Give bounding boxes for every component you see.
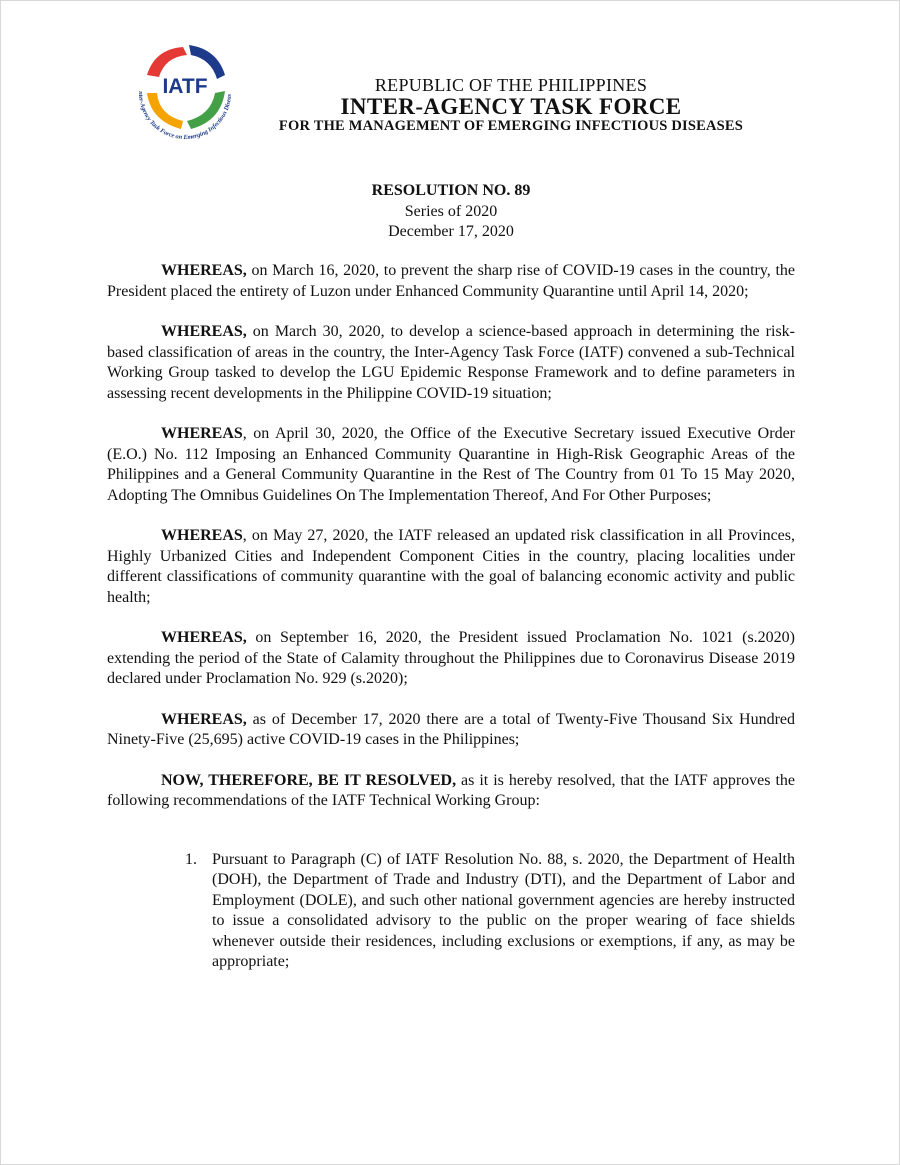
paragraph-lead: WHEREAS,	[161, 262, 247, 279]
paragraph-lead: WHEREAS	[161, 527, 243, 544]
whereas-paragraph	[107, 322, 795, 404]
paragraph-text: on March 30, 2020, to develop a science-based approach in determining the risk-based classification of areas in the country, the Inter-Agency Task Force (IATF) convened a sub-Technical Working Group tasked to develop the LGU Epidemic Response Framework and to define parameters in assessing recent developments in the Philippine COVID-19 situation;	[107, 323, 795, 402]
iatf-logo	[125, 31, 245, 151]
paragraph-text: as it is hereby resolved, that the IATF approves the following recommendations of the IATF Technical Working Group:	[107, 771, 795, 809]
list-item-text: Pursuant to Paragraph (C) of IATF Resolution No. 88, s. 2020, the Department of Health (DOH), the Department of Trade and Industry (DTI), and the Department of Labor and Employment (DOLE), and such other national government agencies are hereby instructed to issue a consolidated advisory to the public on the proper wearing of face shields whenever outside their residences, including exclusions or exemptions, if any, as may be appropriate;	[212, 850, 795, 970]
paragraph-lead: NOW, THEREFORE, BE IT RESOLVED,	[161, 771, 457, 789]
paragraph-text: on March 16, 2020, to prevent the sharp rise of COVID-19 cases in the country, the President placed the entirety of Luzon under Enhanced Community Quarantine until April 14, 2020;	[107, 262, 795, 300]
whereas-paragraph	[107, 710, 795, 751]
whereas-paragraph	[107, 424, 795, 506]
letterhead-agency: INTER-AGENCY TASK FORCE	[340, 93, 682, 119]
recommendation-list	[107, 850, 795, 973]
logo-mark-text: IATF	[162, 75, 208, 98]
letterhead	[246, 76, 776, 134]
resolved-paragraph	[107, 771, 795, 812]
paragraph-lead: WHEREAS,	[161, 629, 247, 646]
logo-ring-text: nter-Agency Task Force on Emerging Infectious Diseas	[136, 91, 234, 142]
resolution-body	[107, 261, 795, 973]
paragraph-lead: WHEREAS,	[161, 323, 247, 340]
resolution-number: RESOLUTION NO. 89	[371, 182, 531, 199]
paragraph-text: as of December 17, 2020 there are a total of Twenty-Five Thousand Six Hundred Ninety-Five (25,695) active COVID-19 cases in the Philippines;	[107, 710, 795, 748]
whereas-paragraph	[107, 628, 795, 690]
paragraph-text: , on April 30, 2020, the Office of the Executive Secretary issued Executive Order (E.O.) No. 112 Imposing an Enhanced Community Quarantine in High-Risk Geographic Areas of the Philippines and a General Community Quarantine in the Rest of The Country from 01 To 15 May 2020, Adopting The Omnibus Guidelines On The Implementation Thereof, And For Other Purposes;	[107, 425, 795, 504]
paragraph-text: on September 16, 2020, the President issued Proclamation No. 1021 (s.2020) extending the period of the State of Calamity throughout the Philippines due to Coronavirus Disease 2019 declared under Proclamation No. 929 (s.2020);	[107, 629, 795, 687]
whereas-paragraph	[107, 261, 795, 302]
letterhead-subtitle: FOR THE MANAGEMENT OF EMERGING INFECTIOUS DISEASES	[278, 118, 744, 135]
paragraph-lead: WHEREAS	[161, 425, 243, 442]
list-item	[185, 850, 795, 973]
resolution-series: Series of 2020	[404, 202, 498, 220]
paragraph-text: , on May 27, 2020, the IATF released an updated risk classification in all Provinces, Highly Urbanized Cities and Independent Component Cities in the country, placing localities under different classifications of community quarantine with the goal of balancing economic activity and public health;	[107, 527, 795, 606]
paragraph-lead: WHEREAS,	[161, 710, 247, 728]
letterhead-country: REPUBLIC OF THE PHILIPPINES	[374, 75, 648, 95]
whereas-paragraph	[107, 526, 795, 608]
list-item-number: 1.	[185, 850, 197, 868]
resolution-date: December 17, 2020	[388, 223, 514, 240]
resolution-title-block	[1, 181, 900, 243]
